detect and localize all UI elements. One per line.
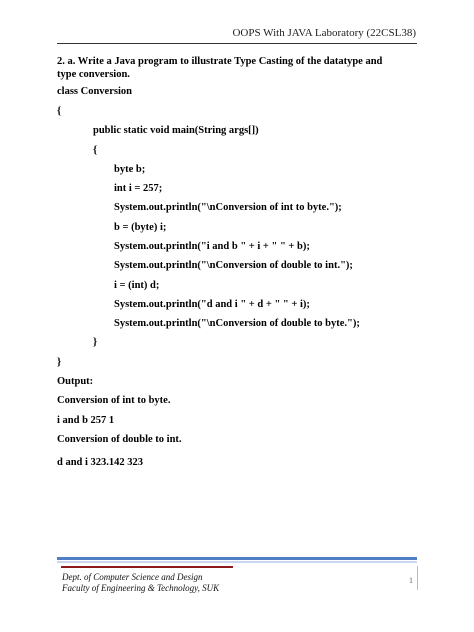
question-title: 2. a. Write a Java program to illustrate Type Casting of the datatype and type conversion. (57, 56, 383, 80)
code-line: b = (byte) i; (114, 222, 167, 233)
code-line: i = (int) d; (114, 280, 160, 291)
output-label: Output: (57, 376, 94, 387)
code-line: } (93, 337, 98, 348)
output-line: Conversion of double to int. (57, 434, 182, 445)
header-title: OOPS With JAVA Laboratory (22CSL38) (232, 27, 416, 39)
code-line: } (57, 357, 62, 368)
output-line: Conversion of int to byte. (57, 395, 171, 406)
footer-rule-blue (57, 557, 417, 560)
code-line: System.out.println("\nConversion of int to byte."); (114, 202, 342, 213)
code-line: { (93, 145, 98, 156)
code-line: byte b; (114, 164, 146, 175)
footer-faculty: Faculty of Engineering & Technology, SUK (62, 583, 220, 593)
footer-text (62, 572, 219, 594)
output-line: i and b 257 1 (57, 415, 115, 426)
footer-rule-light (57, 561, 417, 563)
header-rule (57, 43, 417, 44)
footer-dept: Dept. of Computer Science and Design (62, 572, 203, 582)
code-line: System.out.println("d and i " + d + " " + i); (114, 299, 310, 310)
code-line: System.out.println("\nConversion of double to byte."); (114, 318, 360, 329)
code-line: System.out.println("\nConversion of double to int."); (114, 260, 353, 271)
code-line: public static void main(String args[]) (93, 125, 259, 136)
code-line: class Conversion (57, 86, 132, 97)
code-line: System.out.println("i and b " + i + " " + b); (114, 241, 310, 252)
code-line: int i = 257; (114, 183, 163, 194)
output-line: d and i 323.142 323 (57, 457, 144, 468)
footer-divider (417, 566, 418, 590)
code-line: { (57, 106, 62, 117)
footer-rule-red (61, 566, 233, 568)
page-number: 1 (409, 576, 413, 585)
